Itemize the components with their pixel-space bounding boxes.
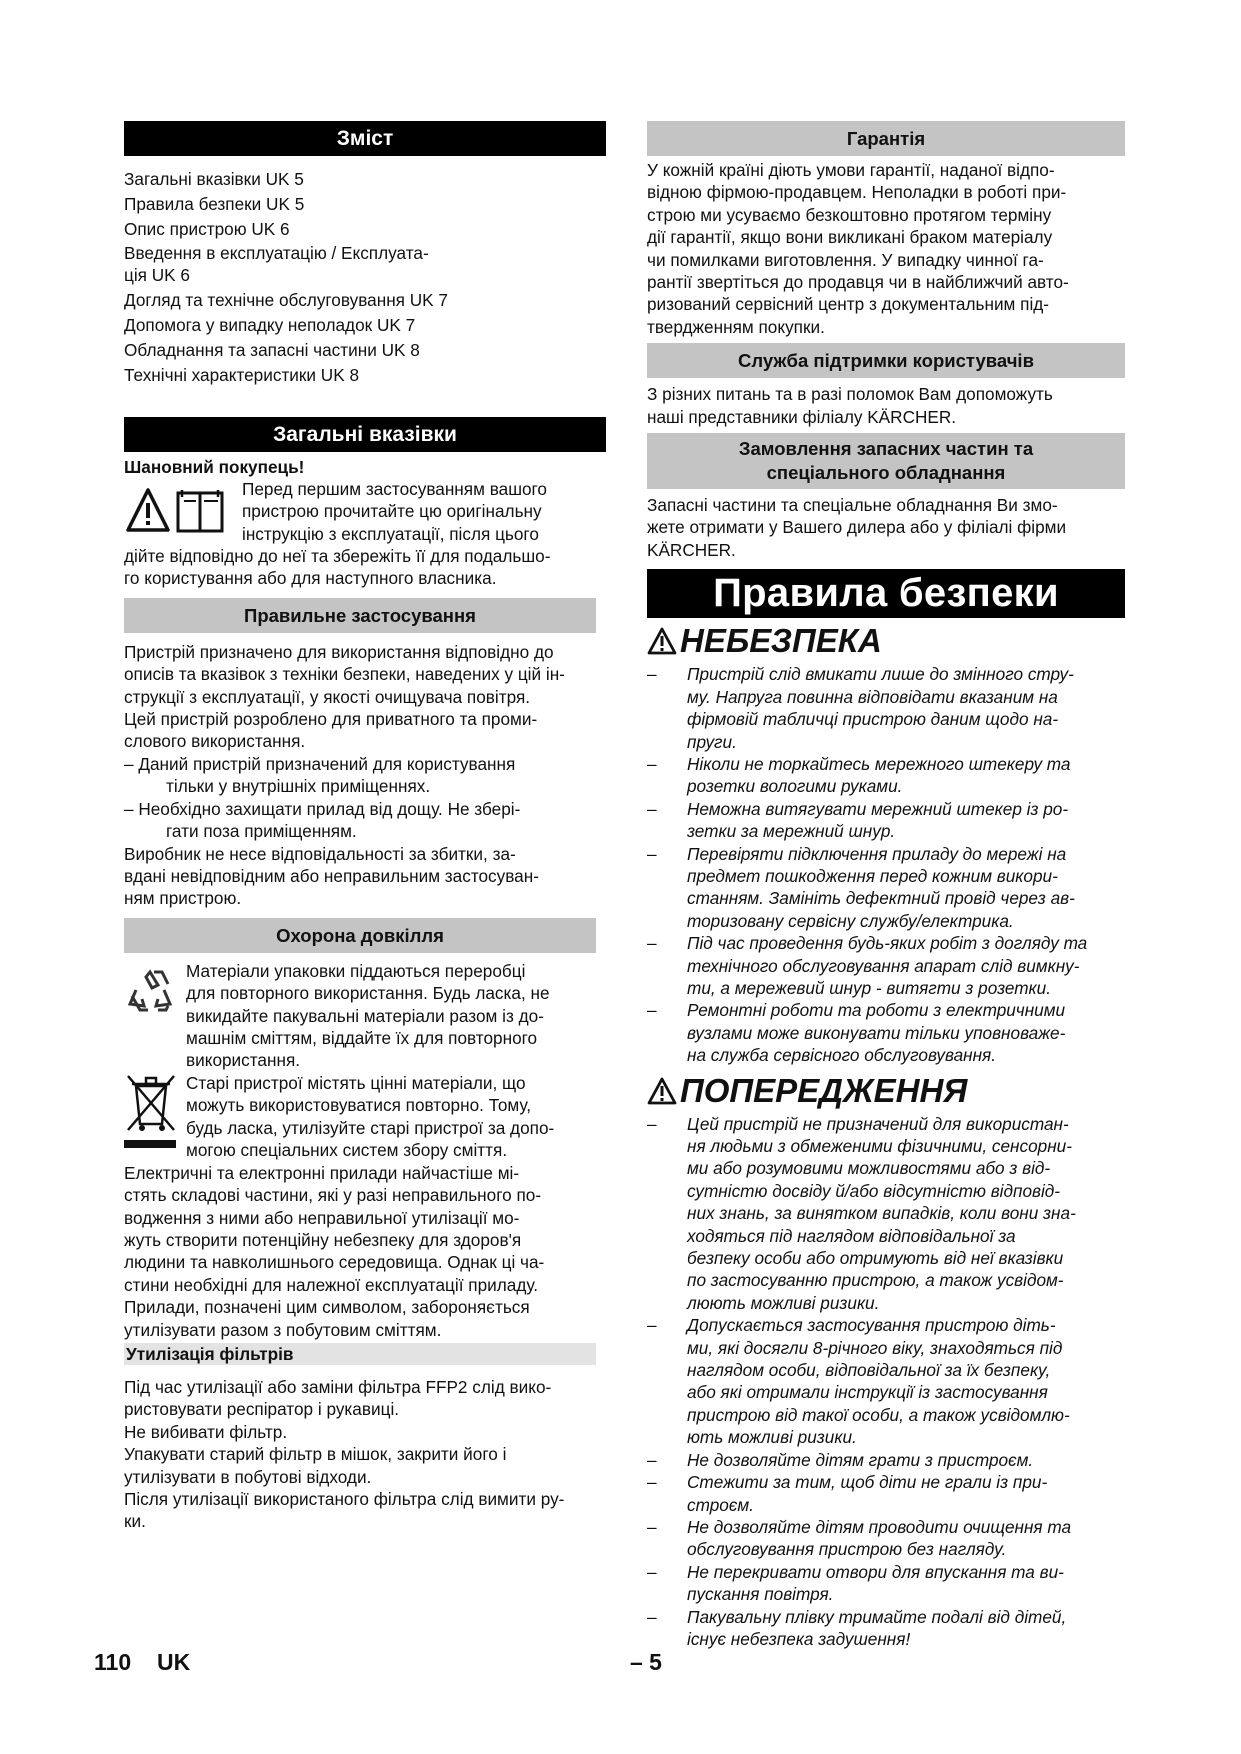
safety-list-line: на служба сервісного обслуговування. xyxy=(687,1045,997,1066)
recycle-lines-line: для повторного використання. Будь ласка, не xyxy=(186,983,550,1004)
warning-triangle-icon xyxy=(647,1077,677,1105)
safety-list-line: предмет пошкодження перед кожним викори- xyxy=(687,865,1058,886)
support-text xyxy=(647,383,1125,428)
intro-lines-line: Перед першим застосуванням вашого xyxy=(242,479,547,500)
toc-item[interactable]: Догляд та технічне обслуговування UK 7 xyxy=(124,289,448,310)
filter-lines-line: ристовувати респіратор і рукавиці. xyxy=(124,1399,400,1420)
left-column xyxy=(124,121,606,1533)
toc-item[interactable]: ція UK 6 xyxy=(124,264,190,285)
safety-title: Правила безпеки xyxy=(647,569,1125,618)
proper-use-bullet: – Необхідно захищати прилад від дощу. Не зберi- xyxy=(124,798,521,819)
warranty-lines-line: дії гарантії, якщо вони викликані браком матеріалу xyxy=(647,227,1053,248)
env-rest-line: людини та навколишнього середовища. Однак ці ча- xyxy=(124,1252,545,1273)
environment-title: Охорона довкілля xyxy=(124,918,596,953)
warranty-title: Гарантія xyxy=(647,121,1125,156)
warning-heading xyxy=(647,1071,1125,1111)
safety-list-line: Перевіряти підключення приладу до мережі на xyxy=(687,843,1067,864)
intro-rest-line: дійте відповідно до неї та збережіть її для подальшо- xyxy=(124,546,551,567)
safety-list-line: них знань, за винятком випадків, коли вони зна- xyxy=(687,1203,1076,1224)
intro-lines-line: інструкцію з експлуатації, після цього xyxy=(242,523,539,544)
safety-list-line: існує небезпека задушення! xyxy=(687,1628,911,1649)
warning-triangle-icon xyxy=(647,627,677,655)
intro-block xyxy=(124,478,606,545)
proper-use-bullet: гати поза приміщенням. xyxy=(166,821,357,842)
intro-lines-line: пристрою прочитайте цю оригінальну xyxy=(242,501,542,522)
danger-heading xyxy=(647,621,1125,661)
proper-use-bullet: тільки у внутрішніх приміщеннях. xyxy=(166,776,431,797)
safety-list-item xyxy=(647,753,1125,798)
safety-list-line: пускання повітря. xyxy=(687,1584,834,1605)
proper-use-text xyxy=(124,641,606,910)
proper-use-outro-line: Виробник не несе відповідальності за збитки, за- xyxy=(124,843,516,864)
safety-list-item xyxy=(647,1516,1125,1561)
warranty-lines-line: рантії звертіться до продавця чи в найближчий авто- xyxy=(647,272,1069,293)
spare-lines-line: жете отримати у Вашего дилера або у філіалі фірми xyxy=(647,517,1067,538)
spare-parts-title xyxy=(647,433,1125,489)
recycle-lines-line: використання. xyxy=(186,1050,301,1071)
safety-list-item xyxy=(647,1449,1125,1471)
list-dash: – xyxy=(647,843,657,864)
list-dash: – xyxy=(647,1606,657,1627)
weee-lines-line: Старі пристрої містять цінні матеріали, що xyxy=(186,1072,526,1093)
recycle-lines-line: викидайте пакувальні матеріали разом із до- xyxy=(186,1005,544,1026)
warning-list xyxy=(647,1113,1125,1651)
spare-parts-title-line-2: спеціального обладнання xyxy=(766,462,1006,484)
warranty-lines-line: строю ми усуваємо безкоштовно протягом терміну xyxy=(647,204,1052,225)
list-dash: – xyxy=(647,1449,657,1470)
list-dash: – xyxy=(647,664,657,685)
filter-lines-line: утилізувати в побутові відходи. xyxy=(124,1466,372,1487)
page-number: 110 xyxy=(94,1649,132,1675)
warranty-lines-line: чи помилками виготовлення. У випадку чинної га- xyxy=(647,249,1044,270)
filter-disposal-title: Утилізація фільтрів xyxy=(124,1343,596,1365)
proper-use-line: слового використання. xyxy=(124,731,306,752)
list-dash: – xyxy=(647,1000,657,1021)
safety-list-line: му. Напруга повинна відповідати вказаним на xyxy=(687,686,1058,707)
intro-rest xyxy=(124,545,606,590)
support-lines-line: наші представники філіалу KÄRCHER. xyxy=(647,406,957,427)
list-dash: – xyxy=(647,1315,657,1336)
safety-list-line: Під час проведення будь-яких робіт з догляду та xyxy=(687,933,1088,954)
filter-lines-line: Після утилізації використаного фільтра слід вимити ру- xyxy=(124,1489,565,1509)
safety-list-line: ють можливі ризики. xyxy=(687,1427,857,1448)
toc-item[interactable]: Опис пристрою UK 6 xyxy=(124,219,290,240)
safety-list-line: ходяться під наглядом відповідальної за xyxy=(687,1225,1016,1246)
proper-use-outro-line: вдані невідповідним або неправильним застосуван- xyxy=(124,865,539,886)
safety-list-line: станням. Замініть дефектний провід через ав- xyxy=(687,888,1075,909)
filter-disposal-text xyxy=(124,1376,606,1533)
safety-list-item xyxy=(647,663,1125,753)
list-dash: – xyxy=(647,1472,657,1493)
warranty-lines-line: твердженням покупки. xyxy=(647,316,825,337)
spare-parts-title-line-1: Замовлення запасних частин та xyxy=(738,438,1034,460)
safety-list-line: люють можливі ризики. xyxy=(687,1292,880,1313)
weee-lines-line: могою спеціальних систем збору сміття. xyxy=(186,1139,508,1160)
safety-list-line: наглядом особи, відповідальної за їх безпеку, xyxy=(687,1360,1051,1381)
proper-use-bullet: – Даний пристрій призначений для користування xyxy=(124,753,516,774)
greeting: Шановний покупець! xyxy=(124,456,305,477)
safety-list-item xyxy=(647,999,1125,1066)
safety-list-item xyxy=(647,1471,1125,1516)
warranty-lines-line: відною фірмою-продавцем. Неполадки в роботі при- xyxy=(647,182,1067,203)
safety-list-item xyxy=(647,932,1125,999)
safety-list-line: безпеку особи або отримують від неї вказівки xyxy=(687,1248,1064,1269)
toc-item[interactable]: Загальні вказівки UK 5 xyxy=(124,169,304,189)
safety-list-line: строєм. xyxy=(687,1494,754,1515)
proper-use-title: Правильне застосування xyxy=(124,598,596,633)
toc-item[interactable]: Обладнання та запасні частини UK 8 xyxy=(124,340,420,361)
safety-list-line: Пакувальну плівку тримайте подалі від дітей, xyxy=(687,1606,1067,1627)
recycle-lines-line: машнім сміттям, віддайте їх для повторного xyxy=(186,1027,538,1048)
environment-rest xyxy=(124,1162,606,1341)
toc-item[interactable]: Правила безпеки UK 5 xyxy=(124,194,305,215)
safety-list-line: розетки вологими руками. xyxy=(687,776,903,797)
proper-use-outro-line: ням пристрою. xyxy=(124,888,242,909)
weee-block xyxy=(124,1072,606,1162)
safety-list-item xyxy=(647,1314,1125,1448)
toc-item[interactable]: Введення в експлуатацію / Експлуата- xyxy=(124,242,429,263)
safety-list-line: Допускається застосування пристрою діть- xyxy=(687,1315,1056,1336)
list-dash: – xyxy=(647,1113,657,1134)
safety-list-line: ти, а мережевий шнур - витягти з розетки. xyxy=(687,977,1052,998)
safety-list-line: пруги. xyxy=(687,731,737,752)
env-rest-line: стять складові частини, які у разі неправильного по- xyxy=(124,1185,542,1206)
safety-list-line: торизовану сервісну службу/електрика. xyxy=(687,910,1014,931)
safety-list-line: по застосуванню пристрою, а також усвідом- xyxy=(687,1270,1064,1291)
filter-lines-line: Не вибивати фільтр. xyxy=(124,1421,288,1442)
recycle-lines-line: Матеріали упаковки піддаються переробці xyxy=(186,960,526,981)
safety-list-item xyxy=(647,1561,1125,1606)
safety-list-line: ми або розумовими можливостями або з від- xyxy=(687,1158,1051,1179)
safety-list-line: Стежити за тим, щоб діти не грали із при- xyxy=(687,1472,1048,1493)
safety-list-line: технічного обслуговування апарат слід вимкну- xyxy=(687,955,1080,976)
warning-label: ПОПЕРЕДЖЕННЯ xyxy=(680,1071,968,1109)
safety-list-line: сутністю досвіду й/або відсутністю відповід- xyxy=(687,1180,1061,1201)
warranty-text xyxy=(647,159,1125,338)
filter-lines-line: Упакувати старий фільтр в мішок, закрити його і xyxy=(124,1444,507,1465)
list-dash: – xyxy=(647,798,657,819)
toc-title: Зміст xyxy=(124,121,606,156)
section-page-number: – 5 xyxy=(630,1649,662,1675)
safety-list-line: Ремонтні роботи та роботи з електричними xyxy=(687,1000,1066,1021)
safety-list-line: пристрою від такої особи, а також усвідомлю- xyxy=(687,1404,1070,1425)
list-dash: – xyxy=(647,753,657,774)
safety-list-line: Не дозволяйте дітям проводити очищення та xyxy=(687,1516,1072,1537)
env-rest-line: утилізувати разом з побутовим сміттям. xyxy=(124,1319,442,1340)
safety-list-line: ня людьми з обмеженими фізичними, сенсорни- xyxy=(687,1136,1072,1156)
env-rest-line: водження з ними або неправильної утилізації мо- xyxy=(124,1207,520,1228)
filter-lines-line: Під час утилізації або заміни фільтра FFP2 слід вико- xyxy=(124,1376,552,1397)
safety-list-line: або які отримали інструкції із застосування xyxy=(687,1382,1048,1403)
toc-item[interactable]: Технічні характеристики UK 8 xyxy=(124,365,360,386)
list-dash: – xyxy=(647,1561,657,1582)
spare-lines-line: KÄRCHER. xyxy=(647,539,736,560)
env-rest-line: Електричні та електронні прилади найчастіше мі- xyxy=(124,1162,520,1183)
support-title: Служба підтримки користувачів xyxy=(647,343,1125,378)
proper-use-line: Пристрій призначено для використання відповідно до xyxy=(124,641,554,662)
safety-list-item xyxy=(647,1113,1125,1315)
safety-list-line: Неможна витягувати мережний штекер із ро- xyxy=(687,798,1069,819)
spare-lines-line: Запасні частини та спеціальне обладнання Ви змо- xyxy=(647,495,1058,516)
safety-list-line: Не дозволяйте дітям грати з пристроєм. xyxy=(687,1449,1034,1470)
safety-list-line: Не перекривати отвори для впускання та ви- xyxy=(687,1561,1064,1582)
env-rest-line: жуть створити потенційну небезпеку для здоров'я xyxy=(124,1229,522,1250)
read-manual-icon xyxy=(126,487,232,537)
safety-list-item xyxy=(647,798,1125,843)
safety-list-line: Цей пристрій не призначений для використан- xyxy=(687,1113,1069,1134)
intro-rest-line: го користування або для наступного власника. xyxy=(124,568,497,589)
recycle-block xyxy=(124,960,606,1072)
list-dash: – xyxy=(647,933,657,954)
proper-use-line: струкції з експлуатації, у якості очищувача повітря. xyxy=(124,686,531,707)
list-dash: – xyxy=(647,1516,657,1537)
danger-list xyxy=(647,663,1125,1066)
safety-list-item xyxy=(647,1606,1125,1651)
safety-list-line: обслуговування пристрою без нагляду. xyxy=(687,1539,1007,1560)
toc-list xyxy=(124,167,606,389)
safety-list-line: Пристрій слід вмикати лише до змінного стру- xyxy=(687,664,1074,685)
right-column xyxy=(647,121,1125,1650)
safety-list-line: Ніколи не торкайтесь мережного штекеру та xyxy=(687,753,1071,774)
weee-bin-icon xyxy=(124,1072,176,1150)
safety-list-line: зетки за мережний шнур. xyxy=(687,821,896,842)
weee-lines-line: можуть використовуватися повторно. Тому, xyxy=(186,1095,532,1116)
spare-parts-text xyxy=(647,494,1125,561)
safety-list-line: ми, які досягли 8-річного віку, знаходяться під xyxy=(687,1337,1063,1358)
danger-label: НЕБЕЗПЕКА xyxy=(680,622,882,660)
safety-list-item xyxy=(647,843,1125,933)
recycle-icon xyxy=(124,966,176,1018)
warranty-lines-line: ризований сервісний центр з документальним під- xyxy=(647,294,1050,315)
env-rest-line: стини необхідні для належної експлуатації приладу. xyxy=(124,1274,538,1295)
safety-list-line: фірмовій табличці пристрою даним щодо на- xyxy=(687,709,1059,730)
proper-use-line: описів та вказівок з техніки безпеки, наведених у цій ін- xyxy=(124,664,565,685)
support-lines-line: З різних питань та в разі поломок Вам допоможуть xyxy=(647,384,1053,405)
language-code: UK xyxy=(157,1649,191,1675)
toc-item[interactable]: Допомога у випадку неполадок UK 7 xyxy=(124,315,416,336)
env-rest-line: Прилади, позначені цим символом, забороняється xyxy=(124,1297,530,1318)
filter-lines-line: ки. xyxy=(124,1511,146,1532)
warranty-lines-line: У кожній країні діють умови гарантії, наданої відпо- xyxy=(647,160,1055,180)
weee-lines-line: будь ласка, утилізуйте старі пристрої за допо- xyxy=(186,1117,555,1138)
safety-list-line: вузлами може виконувати тільки уповноваже- xyxy=(687,1022,1066,1043)
general-title: Загальні вказівки xyxy=(124,417,606,452)
proper-use-line: Цей пристрій розроблено для приватного та проми- xyxy=(124,709,538,730)
